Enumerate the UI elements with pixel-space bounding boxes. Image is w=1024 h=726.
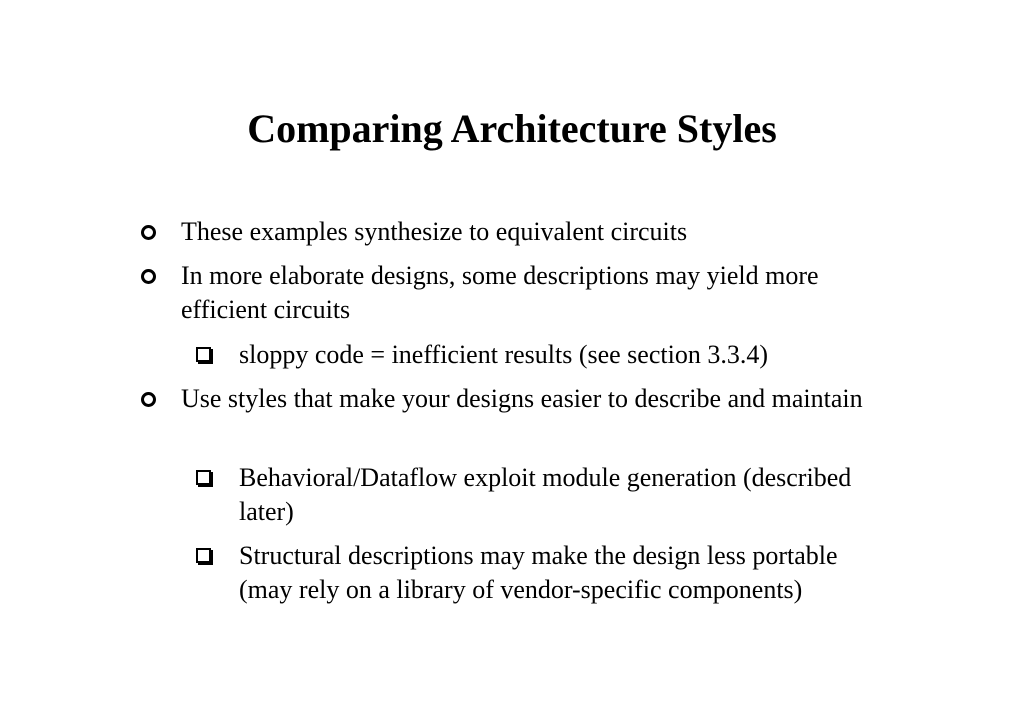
square-bullet-icon: [194, 461, 218, 495]
bullet-item: [181, 215, 901, 249]
sub-bullet-text: Behavioral/Dataflow exploit module generation (described later): [239, 463, 852, 526]
sub-bullet-item: [239, 539, 869, 607]
circle-bullet-icon: [138, 259, 162, 293]
circle-bullet-icon: [138, 215, 162, 249]
bullet-item: [181, 259, 901, 327]
sub-bullet-item: [239, 338, 879, 372]
bullet-text: In more elaborate designs, some descriptions may yield more efficient circuits: [181, 261, 819, 324]
square-bullet-icon: [194, 338, 218, 372]
sub-bullet-item: [239, 461, 879, 529]
bullet-text: Use styles that make your designs easier to describe and maintain: [181, 384, 863, 413]
circle-bullet-icon: [138, 382, 162, 416]
sub-bullet-text: Structural descriptions may make the design less portable (may rely on a library of vendor-specific components): [239, 541, 838, 604]
slide-title: Comparing Architecture Styles: [247, 106, 777, 151]
sub-bullet-text: sloppy code = inefficient results (see section 3.3.4): [239, 340, 768, 369]
bullet-text: These examples synthesize to equivalent circuits: [181, 217, 688, 246]
bullet-item: [181, 382, 901, 416]
square-bullet-icon: [194, 539, 218, 573]
